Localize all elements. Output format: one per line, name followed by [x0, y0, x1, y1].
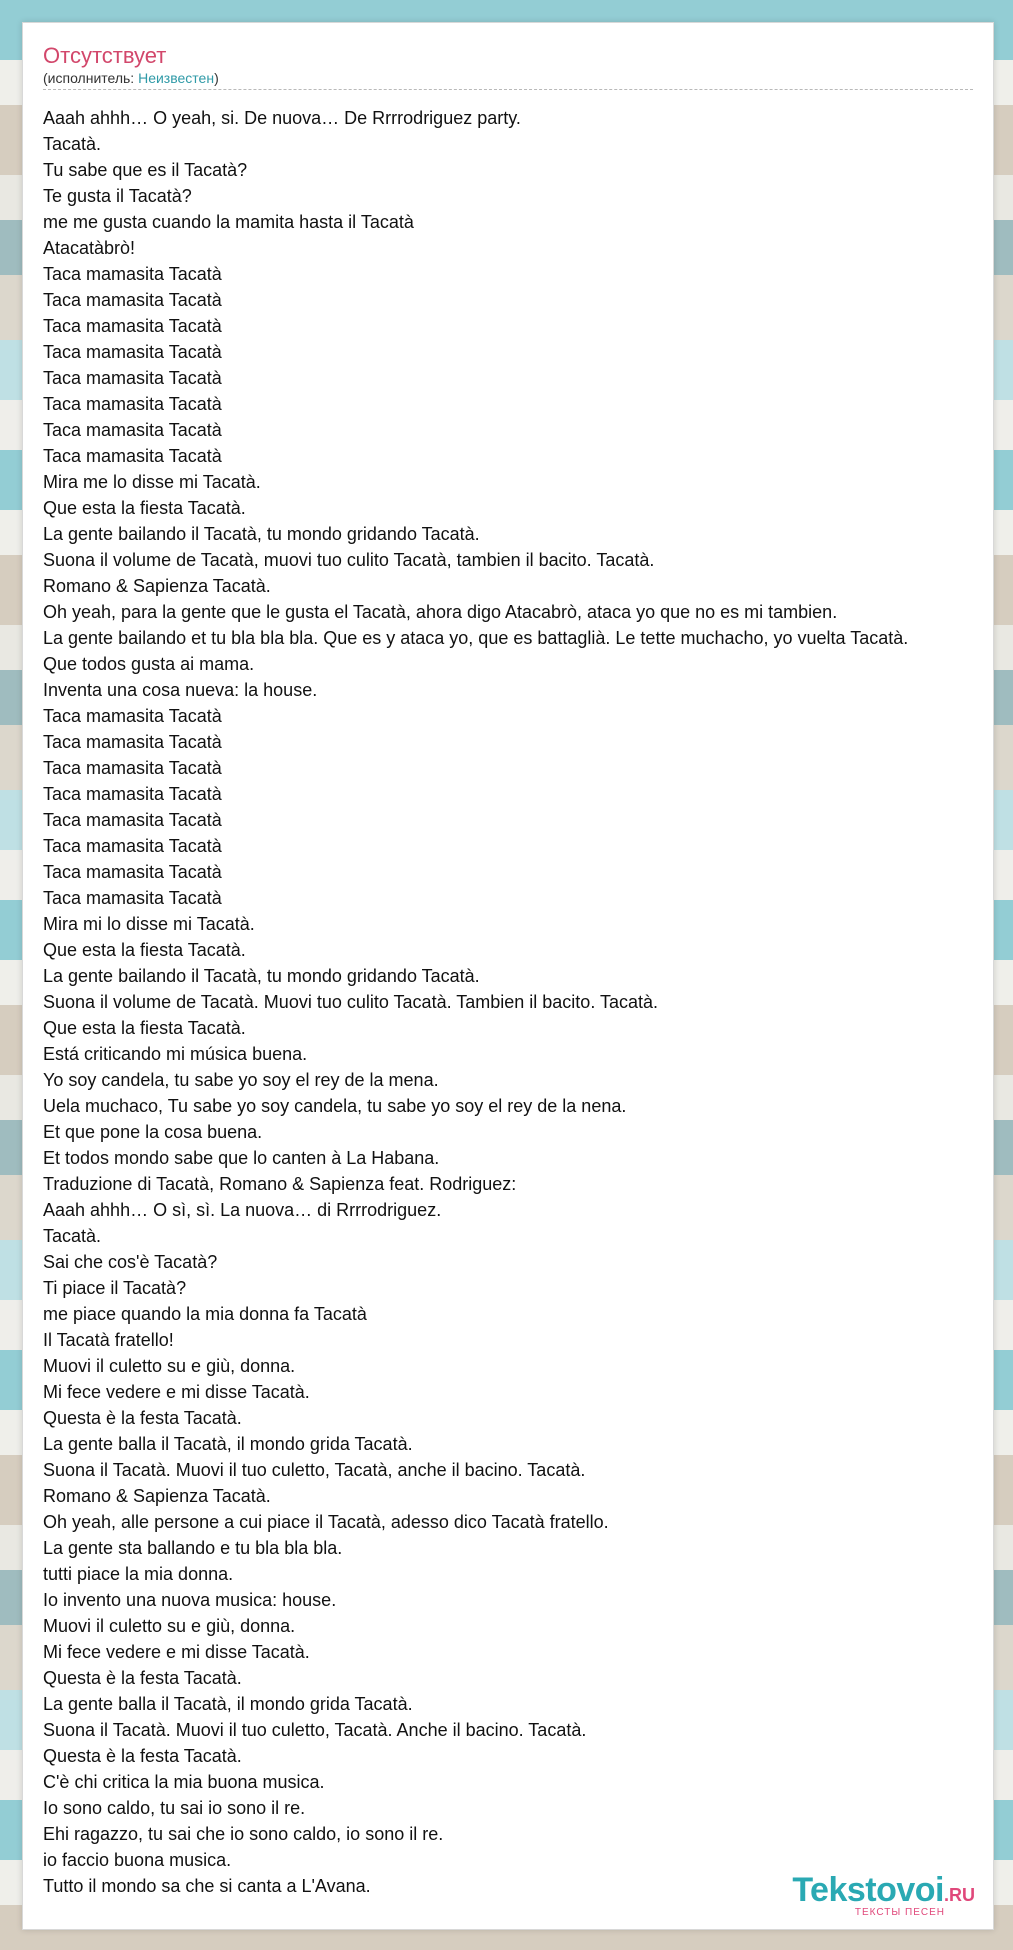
lyric-line: Tacatà. — [43, 134, 102, 154]
song-artist-line — [43, 69, 973, 87]
lyric-line: La gente balla il Tacatà, il mondo grida Tacatà. — [43, 1694, 413, 1714]
lyric-line: Taca mamasita Tacatà — [43, 290, 222, 310]
lyric-line: Sai che cos'è Tacatà? — [43, 1252, 218, 1272]
lyric-line: Taca mamasita Tacatà — [43, 758, 222, 778]
lyric-line: Questa è la festa Tacatà. — [43, 1668, 242, 1688]
lyric-line: Tu sabe que es il Tacatà? — [43, 160, 248, 180]
lyric-line: Suona il Tacatà. Muovi il tuo culetto, Tacatà, anche il bacino. Tacatà. — [43, 1460, 586, 1480]
lyric-line: Et que pone la cosa buena. — [43, 1122, 263, 1142]
lyric-line: Il Tacatà fratello! — [43, 1330, 174, 1350]
lyric-line: Ehi ragazzo, tu sai che io sono caldo, io sono il re. — [43, 1824, 444, 1844]
song-header — [43, 43, 973, 90]
lyric-line: Mi fece vedere e mi disse Tacatà. — [43, 1382, 310, 1402]
lyric-line: La gente bailando et tu bla bla bla. Que es y ataca yo, que es battaglià. Le tette muchacho, yo vuelta Tacatà. — [43, 628, 909, 648]
lyric-line: Ti piace il Tacatà? — [43, 1278, 187, 1298]
lyric-line: Taca mamasita Tacatà — [43, 784, 222, 804]
lyric-line: Muovi il culetto su e giù, donna. — [43, 1356, 296, 1376]
lyric-line: Oh yeah, para la gente que le gusta el Tacatà, ahora digo Atacabrò, ataca yo que no es mi tambien. — [43, 602, 838, 622]
lyric-line: Mira me lo disse mi Tacatà. — [43, 472, 261, 492]
lyric-line: Mi fece vedere e mi disse Tacatà. — [43, 1642, 310, 1662]
logo-tagline: ТЕКСТЫ ПЕСЕН — [854, 1907, 945, 1918]
lyric-line: Questa è la festa Tacatà. — [43, 1746, 242, 1766]
lyric-line: Taca mamasita Tacatà — [43, 342, 222, 362]
lyric-line: Aaah ahhh… O yeah, si. De nuova… De Rrrrodriguez party. — [43, 108, 521, 128]
lyric-line: La gente sta ballando e tu bla bla bla. — [43, 1538, 343, 1558]
lyric-line: me me gusta cuando la mamita hasta il Tacatà — [43, 212, 414, 232]
lyric-line: Atacatàbrò! — [43, 238, 136, 258]
lyric-line: Taca mamasita Tacatà — [43, 706, 222, 726]
lyrics-text — [43, 105, 994, 1899]
song-title: Отсутствует — [43, 43, 167, 68]
lyric-line: Taca mamasita Tacatà — [43, 368, 222, 388]
lyric-line: Romano & Sapienza Tacatà. — [43, 1486, 271, 1506]
lyric-line: Suona il volume de Tacatà, muovi tuo culito Tacatà, tambien il bacito. Tacatà. — [43, 550, 655, 570]
lyric-line: La gente balla il Tacatà, il mondo grida Tacatà. — [43, 1434, 413, 1454]
artist-link[interactable]: Неизвестен — [138, 70, 215, 86]
lyric-line: Está criticando mi música buena. — [43, 1044, 308, 1064]
lyric-line: Io invento una nuova musica: house. — [43, 1590, 337, 1610]
lyric-line: Inventa una cosa nueva: la house. — [43, 680, 318, 700]
site-logo[interactable] — [792, 1873, 975, 1919]
lyric-line: Taca mamasita Tacatà — [43, 316, 222, 336]
lyric-line: Questa è la festa Tacatà. — [43, 1408, 242, 1428]
lyric-line: io faccio buona musica. — [43, 1850, 232, 1870]
lyric-line: Suona il Tacatà. Muovi il tuo culetto, Tacatà. Anche il bacino. Tacatà. — [43, 1720, 587, 1740]
lyric-line: Tacatà. — [43, 1226, 102, 1246]
lyric-line: Yo soy candela, tu sabe yo soy el rey de la mena. — [43, 1070, 439, 1090]
lyric-line: Taca mamasita Tacatà — [43, 420, 222, 440]
lyric-line: Que esta la fiesta Tacatà. — [43, 1018, 246, 1038]
lyrics-card — [22, 22, 994, 1930]
lyric-line: Tutto il mondo sa che si canta a L'Avana. — [43, 1876, 371, 1896]
lyric-line: Uela muchaco, Tu sabe yo soy candela, tu sabe yo soy el rey de la nena. — [43, 1096, 627, 1116]
lyric-line: Taca mamasita Tacatà — [43, 810, 222, 830]
lyric-line: Taca mamasita Tacatà — [43, 394, 222, 414]
logo-tld: .RU — [944, 1885, 975, 1905]
lyric-line: Te gusta il Tacatà? — [43, 186, 192, 206]
lyric-line: Taca mamasita Tacatà — [43, 836, 222, 856]
lyric-line: Taca mamasita Tacatà — [43, 862, 222, 882]
lyric-line: Taca mamasita Tacatà — [43, 446, 222, 466]
lyric-line: Io sono caldo, tu sai io sono il re. — [43, 1798, 306, 1818]
lyric-line: Oh yeah, alle persone a cui piace il Tacatà, adesso dico Tacatà fratello. — [43, 1512, 609, 1532]
lyric-line: me piace quando la mia donna fa Tacatà — [43, 1304, 367, 1324]
lyric-line: Et todos mondo sabe que lo canten à La Habana. — [43, 1148, 440, 1168]
lyric-line: Que todos gusta ai mama. — [43, 654, 255, 674]
lyric-line: C'è chi critica la mia buona musica. — [43, 1772, 325, 1792]
artist-suffix: ) — [214, 70, 219, 86]
lyric-line: Que esta la fiesta Tacatà. — [43, 940, 246, 960]
lyric-line: Taca mamasita Tacatà — [43, 732, 222, 752]
lyric-line: Taca mamasita Tacatà — [43, 888, 222, 908]
lyric-line: Mira mi lo disse mi Tacatà. — [43, 914, 255, 934]
logo-name: Tekstovoi — [792, 1871, 944, 1909]
lyric-line: Taca mamasita Tacatà — [43, 264, 222, 284]
lyric-line: Muovi il culetto su e giù, donna. — [43, 1616, 296, 1636]
lyric-line: La gente bailando il Tacatà, tu mondo gridando Tacatà. — [43, 966, 480, 986]
lyric-line: Aaah ahhh… O sì, sì. La nuova… di Rrrrodriguez. — [43, 1200, 442, 1220]
lyric-line: Que esta la fiesta Tacatà. — [43, 498, 246, 518]
lyric-line: Romano & Sapienza Tacatà. — [43, 576, 271, 596]
lyric-line: La gente bailando il Tacatà, tu mondo gridando Tacatà. — [43, 524, 480, 544]
lyric-line: tutti piace la mia donna. — [43, 1564, 234, 1584]
artist-prefix: (исполнитель: — [43, 70, 139, 86]
lyric-line: Suona il volume de Tacatà. Muovi tuo culito Tacatà. Tambien il bacito. Tacatà. — [43, 992, 659, 1012]
logo-wordmark — [792, 1873, 975, 1907]
lyric-line: Traduzione di Tacatà, Romano & Sapienza feat. Rodriguez: — [43, 1174, 517, 1194]
